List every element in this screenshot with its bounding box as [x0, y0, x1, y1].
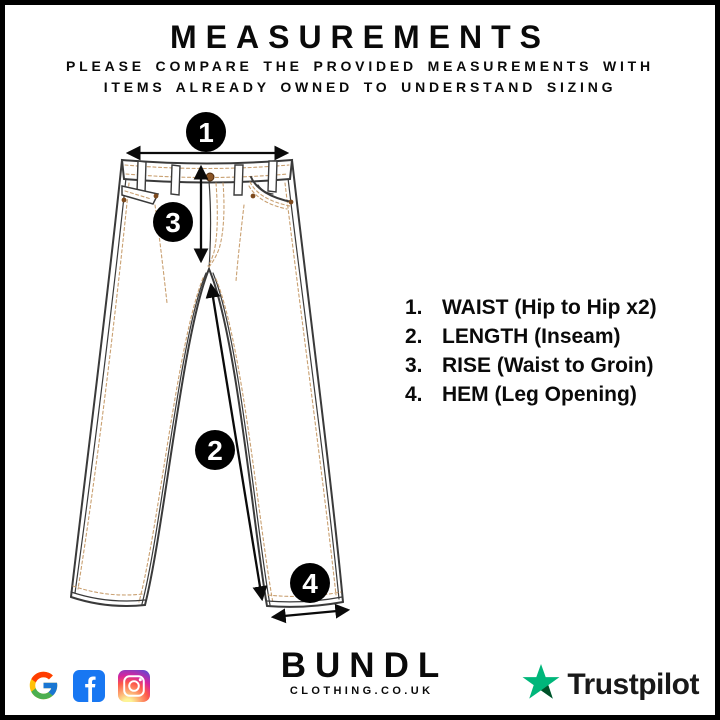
legend-number: 2.: [405, 325, 423, 348]
instagram-icon[interactable]: [118, 670, 150, 702]
legend-item-waist: [405, 293, 657, 322]
marker-hem: [290, 563, 330, 603]
brand-domain: CLOTHING.CO.UK: [289, 685, 434, 697]
hem-arrow: [273, 610, 348, 617]
jeans-measurement-diagram: [55, 105, 400, 630]
jeans-button: [206, 173, 214, 181]
header: [5, 18, 715, 98]
trustpilot-label: Trustpilot: [567, 667, 699, 701]
measurement-legend: [405, 293, 657, 409]
jeans-silhouette: [71, 160, 343, 607]
legend-label: RISE (Waist to Groin): [442, 354, 654, 377]
legend-item-rise: [405, 351, 657, 380]
subtitle-line2: ITEMS ALREADY OWNED TO UNDERSTAND SIZING: [103, 79, 617, 95]
jeans-illustration: [71, 160, 343, 607]
brand-logo: [272, 647, 448, 698]
belt-loop: [137, 161, 146, 193]
trustpilot-logo[interactable]: [522, 664, 699, 705]
page-title: MEASUREMENTS: [169, 19, 550, 55]
social-icons: [27, 669, 150, 702]
legend-label: WAIST (Hip to Hip x2): [442, 296, 657, 319]
legend-item-length: [405, 322, 657, 351]
brand-name: BUNDL: [280, 646, 449, 685]
marker-length: [195, 430, 235, 470]
trustpilot-star-icon: [522, 664, 560, 705]
marker-waist: [186, 112, 226, 152]
legend-label: HEM (Leg Opening): [442, 383, 637, 406]
legend-number: 4.: [405, 383, 423, 406]
facebook-icon[interactable]: [73, 670, 105, 702]
svg-text:4: 4: [302, 568, 318, 599]
svg-text:1: 1: [198, 117, 214, 148]
google-icon[interactable]: [27, 669, 60, 702]
belt-loop: [171, 165, 180, 195]
svg-text:3: 3: [165, 207, 181, 238]
subtitle-line1: PLEASE COMPARE THE PROVIDED MEASUREMENTS WITH: [66, 58, 654, 74]
belt-loop: [268, 161, 277, 192]
marker-rise: [153, 202, 193, 242]
legend-item-hem: [405, 380, 657, 409]
belt-loop: [234, 165, 243, 195]
legend-label: LENGTH (Inseam): [442, 325, 621, 348]
svg-text:2: 2: [207, 435, 223, 466]
legend-number: 1.: [405, 296, 423, 319]
legend-number: 3.: [405, 354, 423, 377]
